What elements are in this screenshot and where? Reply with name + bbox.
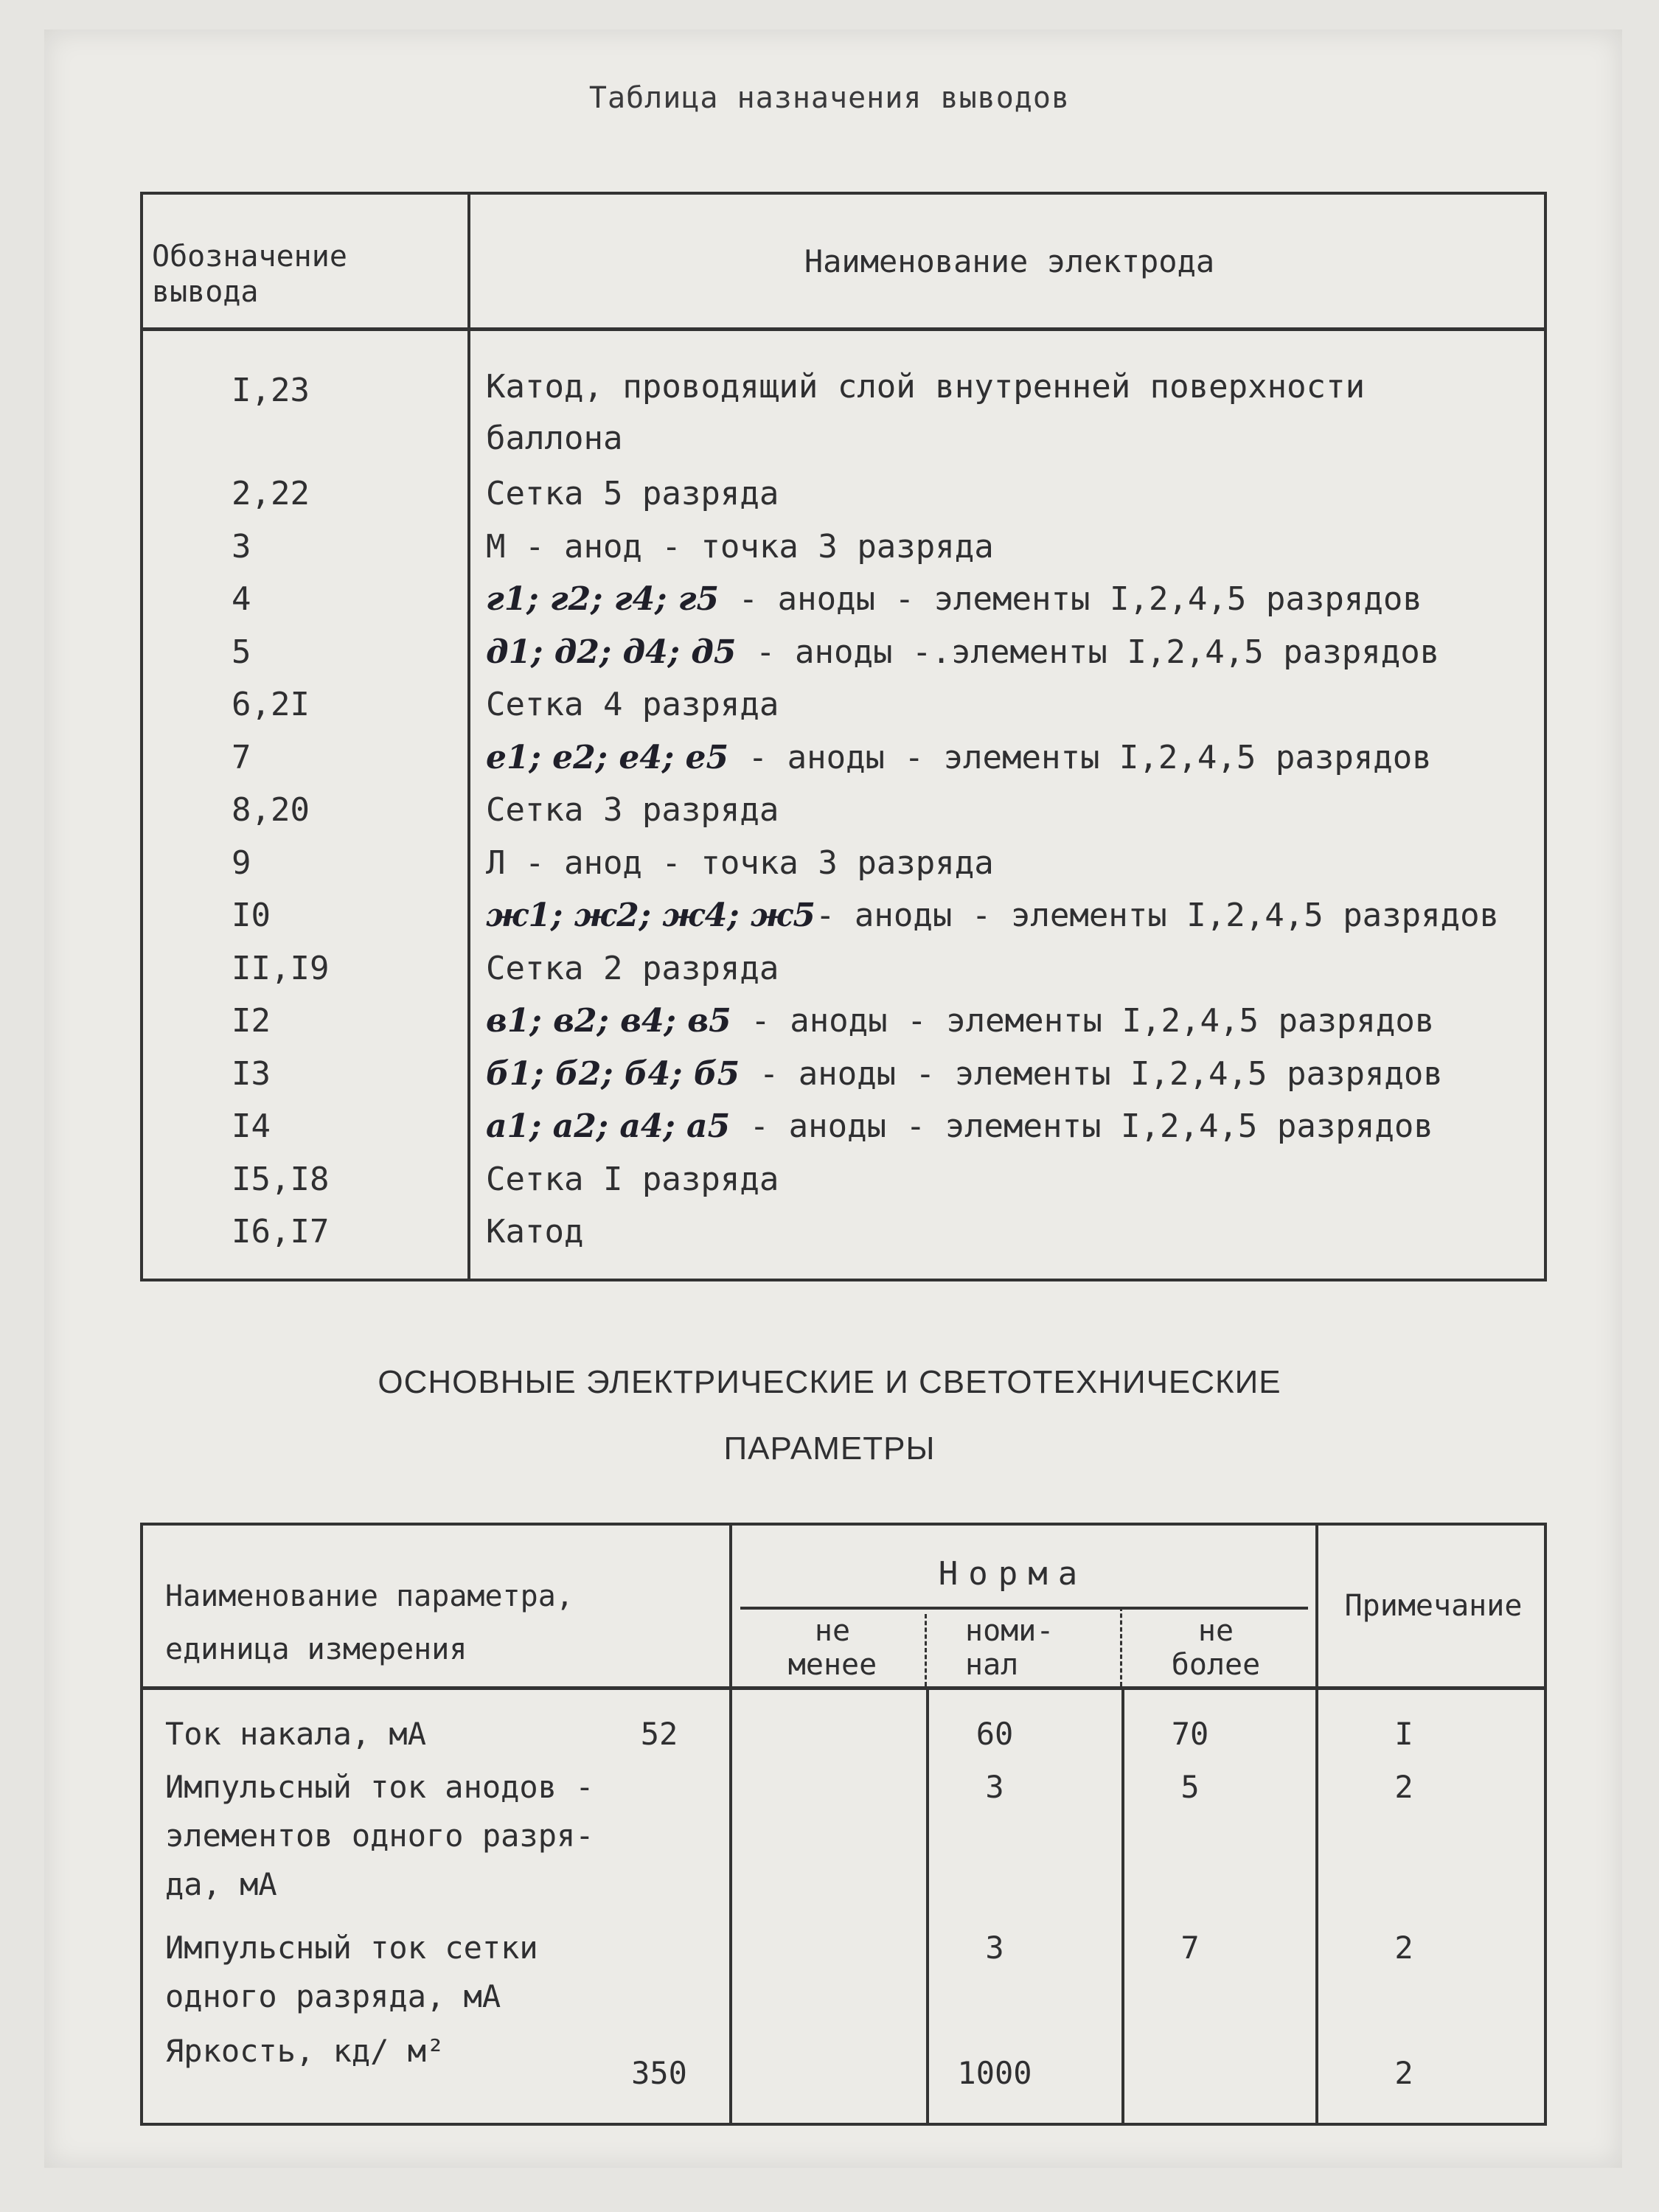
header-max: не более [1171, 1614, 1261, 1682]
parameter-name: Яркость, кд/ м² [165, 2033, 445, 2069]
handwritten-anode-list: г1; г2; г4; г5 [486, 580, 720, 618]
value-note: 2 [1394, 1930, 1413, 1966]
table-row [143, 528, 1544, 581]
value-nom: 3 [985, 1769, 1004, 1805]
value-note: I [1394, 1716, 1413, 1752]
parameter-name: Импульсный ток сетки одного разряда, мА [165, 1930, 538, 2014]
electrode-name [486, 950, 779, 987]
pin-number: I4 [232, 1107, 271, 1145]
electrode-text: - аноды -.элементы I,2,4,5 разрядов [736, 633, 1440, 671]
header-min: не менее [787, 1614, 877, 1682]
table-row [143, 1107, 1544, 1161]
params-table-header [143, 1526, 1544, 1690]
column-divider [729, 1526, 732, 2123]
handwritten-anode-list: а1; а2; а4; а5 [486, 1107, 731, 1145]
pin-number: 4 [232, 580, 251, 618]
electrode-name [486, 1107, 1433, 1145]
pin-number: I2 [232, 1002, 271, 1040]
table-row [143, 739, 1544, 792]
value-max: 70 [1171, 1716, 1209, 1752]
electrode-name [486, 1161, 779, 1198]
electrode-name [486, 361, 1518, 465]
column-divider [1315, 1526, 1318, 2123]
table-row [143, 1161, 1544, 1214]
header-param-line1: Наименование параметра, [165, 1579, 574, 1613]
value-nom: 60 [975, 1716, 1014, 1752]
table-row [143, 368, 1544, 475]
header-divider [1120, 1607, 1122, 1686]
parameters-table [140, 1523, 1547, 2126]
electrode-text: - аноды - элементы I,2,4,5 разрядов [728, 738, 1432, 776]
electrode-text: Катод, проводящий слой внутренней поверхности баллона [486, 368, 1366, 457]
table-row [143, 1002, 1544, 1055]
table-row [143, 791, 1544, 844]
pin-number: 3 [232, 527, 251, 566]
norma-underline [740, 1607, 1308, 1610]
pin-number: 8,20 [232, 791, 310, 829]
header-divider [925, 1614, 927, 1686]
params-title [0, 1349, 1659, 1482]
pin-table-header [143, 195, 1544, 331]
electrode-text: Сетка 2 разряда [486, 949, 779, 987]
header-electrode-name: Наименование электрода [804, 243, 1215, 279]
electrode-name [486, 844, 994, 882]
electrode-name [486, 791, 779, 829]
electrode-name [486, 897, 1499, 934]
pin-number: 7 [232, 738, 251, 776]
electrode-text: - аноды - элементы I,2,4,5 разрядов [719, 580, 1422, 618]
header-note: Примечание [1344, 1589, 1523, 1623]
electrode-name [486, 580, 1422, 618]
electrode-name [486, 1213, 583, 1251]
pin-number: I0 [232, 897, 271, 934]
params-title-line1: ОСНОВНЫЕ ЭЛЕКТРИЧЕСКИЕ И СВЕТОТЕХНИЧЕСКИЕ [378, 1364, 1281, 1400]
electrode-text: M - анод - точка 3 разряда [486, 527, 994, 566]
pin-number: I,23 [232, 372, 310, 409]
header-nominal: номи- нал [965, 1614, 1054, 1682]
header-parameter-name [165, 1570, 574, 1676]
electrode-text: - аноды - элементы I,2,4,5 разрядов [740, 1054, 1443, 1093]
electrode-name [486, 1002, 1434, 1040]
pin-number: I5,I8 [232, 1160, 330, 1198]
handwritten-anode-list: в1; в2; в4; в5 [486, 1002, 731, 1040]
electrode-name [486, 686, 779, 723]
table-row [143, 686, 1544, 739]
pin-number: 6,2I [232, 686, 310, 723]
value-max: 5 [1180, 1769, 1200, 1805]
electrode-text: - аноды - элементы I,2,4,5 разрядов [815, 897, 1500, 934]
handwritten-anode-list: ж1; ж2; ж4; ж5 [486, 897, 815, 934]
pin-number: 2,22 [232, 475, 310, 512]
value-max: 7 [1180, 1930, 1200, 1966]
electrode-name [486, 739, 1432, 776]
electrode-name [486, 1055, 1443, 1093]
electrode-name [486, 528, 994, 566]
pin-table-title: Таблица назначения выводов [588, 81, 1071, 115]
header-param-line2: единица измерения [165, 1632, 467, 1666]
electrode-text: Сетка 5 разряда [486, 475, 779, 512]
electrode-text: Катод [486, 1213, 584, 1251]
electrode-text: - аноды - элементы I,2,4,5 разрядов [730, 1107, 1433, 1145]
electrode-text: Сетка 3 разряда [486, 791, 779, 829]
table-row [143, 1213, 1544, 1266]
value-nom: 1000 [957, 2055, 1032, 2091]
value-note: 2 [1394, 2055, 1413, 2091]
electrode-text: Сетка 4 разряда [486, 686, 779, 723]
value-min: 350 [631, 2055, 687, 2091]
parameter-name: Ток накала, мА [165, 1716, 427, 1752]
electrode-text: Л - анод - точка 3 разряда [486, 844, 994, 882]
value-nom: 3 [985, 1930, 1004, 1966]
pin-number: II,I9 [232, 949, 330, 987]
electrode-text: - аноды - элементы I,2,4,5 разрядов [731, 1002, 1435, 1040]
pin-assignment-table [140, 192, 1547, 1281]
params-title-line2: ПАРАМЕТРЫ [723, 1430, 936, 1467]
parameter-name: Импульсный ток анодов - элементов одного разря- да, мА [165, 1769, 594, 1902]
value-note: 2 [1394, 1769, 1413, 1805]
value-min: 52 [640, 1716, 678, 1752]
pin-number: I6,I7 [232, 1213, 330, 1251]
electrode-name [486, 475, 779, 512]
pin-number: I3 [232, 1054, 271, 1093]
pin-number: 5 [232, 633, 251, 671]
handwritten-anode-list: е1; е2; е4; е5 [486, 738, 729, 776]
header-pin-designation: Обозначение вывода [152, 240, 347, 309]
table-row [143, 475, 1544, 528]
table-row [143, 580, 1544, 633]
pin-table-body [143, 368, 1544, 1266]
table-row [143, 1055, 1544, 1108]
table-row [143, 633, 1544, 686]
handwritten-anode-list: д1; д2; д4; д5 [486, 633, 737, 671]
handwritten-anode-list: б1; б2; б4; б5 [486, 1054, 740, 1093]
header-norma: Норма [938, 1555, 1088, 1593]
pin-number: 9 [232, 844, 251, 882]
electrode-name [486, 633, 1439, 671]
table-row [143, 950, 1544, 1003]
table-row [143, 844, 1544, 897]
table-row [143, 897, 1544, 950]
electrode-text: Сетка I разряда [486, 1160, 779, 1198]
